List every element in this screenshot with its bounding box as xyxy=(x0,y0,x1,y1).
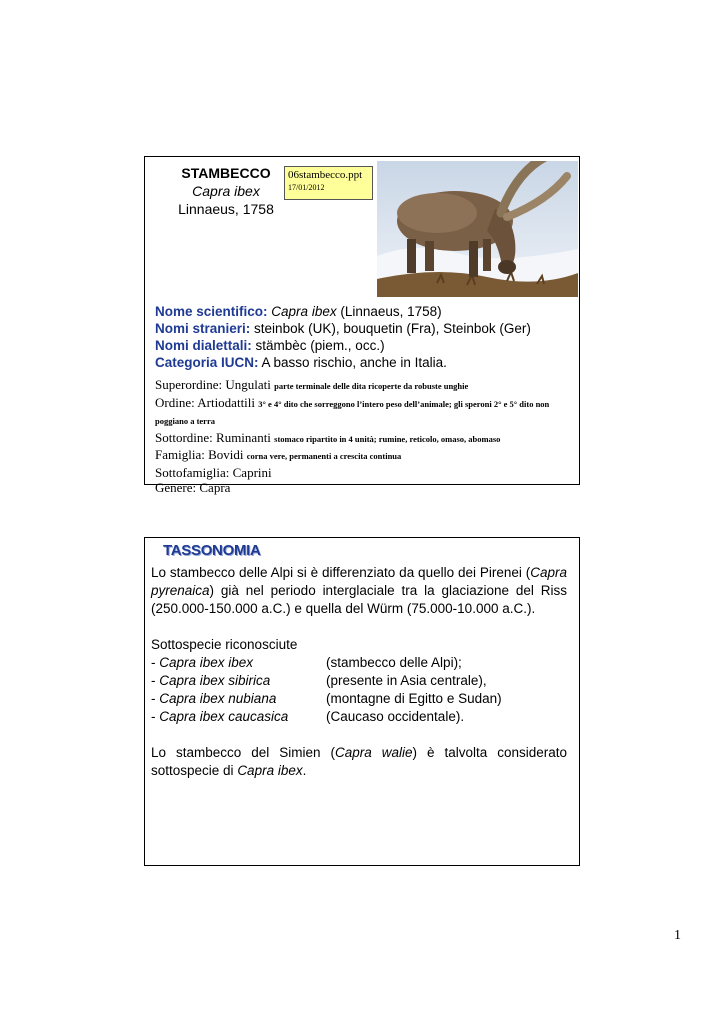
subspecies-row xyxy=(151,690,567,708)
subspecies-row xyxy=(151,654,567,672)
species-author: Linnaeus, 1758 xyxy=(178,201,274,217)
subspecies-list xyxy=(151,654,567,726)
iucn-value: A basso rischio, anche in Italia. xyxy=(261,355,447,370)
subspecies-title: Sottospecie riconosciute xyxy=(151,637,298,652)
p1-text-a: Lo stambecco delle Alpi si è differenziato da quello dei Pirenei ( xyxy=(151,565,531,580)
taxo-sottordine-note: stomaco ripartito in 4 unità; rumine, reticolo, omaso, abomaso xyxy=(274,433,501,444)
slide-tassonomia xyxy=(144,537,580,866)
taxo-genere: Genere: Capra xyxy=(155,480,231,495)
subspecies-name: - Capra ibex ibex xyxy=(151,655,254,670)
page-number: 1 xyxy=(674,928,681,943)
taxo-sottofamiglia: Sottofamiglia: Caprini xyxy=(155,464,272,480)
foreign-names-label: Nomi stranieri: xyxy=(155,321,251,336)
paragraph-simien xyxy=(151,744,567,780)
foreign-names-value: steinbok (UK), bouquetin (Fra), Steinbok (Ger) xyxy=(254,321,531,336)
p3-species-ibex: Capra ibex xyxy=(237,763,303,778)
taxonomy-text xyxy=(151,564,567,780)
iucn-row xyxy=(155,354,575,371)
subspecies-desc: (montagne di Egitto e Sudan) xyxy=(326,691,502,706)
taxo-superordine-note: parte terminale delle dita ricoperte da robuste unghie xyxy=(274,381,469,391)
taxo-ordine-note: 3° e 4° dito che sorreggono l’intero peso dell’animale; gli speroni 2° e 5° dito non poggiano a terra xyxy=(155,398,550,426)
taxo-famiglia-note: corna vere, permanenti a crescita continua xyxy=(246,451,402,461)
taxonomy-list xyxy=(155,377,575,496)
taxo-sottordine-label: Sottordine: Ruminanti xyxy=(155,429,271,445)
file-note xyxy=(284,166,373,200)
dialect-names-label: Nomi dialettali: xyxy=(155,338,252,353)
paragraph-origin xyxy=(151,564,567,618)
p3-text-b: ) è talvolta considerato sottospecie di xyxy=(151,745,567,778)
taxo-ordine-label: Ordine: Artiodattili xyxy=(155,394,256,410)
taxo-famiglia xyxy=(155,447,575,465)
subspecies-desc: (Caucaso occidentale). xyxy=(326,709,465,724)
p1-text-b: ) già nel periodo interglaciale tra la glaciazione del Riss (250.000-150.000 a.C.) e quella del Würm (75.000-10.000 a.C.). xyxy=(151,583,567,616)
file-name: 06stambecco.ppt xyxy=(288,169,363,181)
taxo-superordine-label: Superordine: Ungulati xyxy=(155,377,271,392)
subspecies-name: - Capra ibex sibirica xyxy=(151,673,271,688)
subspecies-row xyxy=(151,708,567,726)
title-block xyxy=(171,164,281,218)
subspecies-row xyxy=(151,672,567,690)
p3-text-a: Lo stambecco del Simien ( xyxy=(151,745,335,760)
section-heading: TASSONOMIA xyxy=(163,542,261,559)
scientific-name-label: Nome scientifico: xyxy=(155,304,268,319)
subspecies-desc: (presente in Asia centrale), xyxy=(326,673,487,688)
scientific-name-author: (Linnaeus, 1758) xyxy=(340,304,442,319)
taxo-ordine xyxy=(155,395,575,430)
foreign-names-row xyxy=(155,320,575,337)
p3-text-c: . xyxy=(302,763,307,778)
subspecies-desc: (stambecco delle Alpi); xyxy=(326,655,462,670)
slide-stambecco xyxy=(144,156,580,495)
ibex-illustration xyxy=(377,161,578,297)
slide-title: STAMBECCO xyxy=(181,165,271,181)
file-date: 17/01/2012 xyxy=(288,183,325,192)
species-info xyxy=(155,303,575,371)
ibex-photo xyxy=(377,161,578,297)
subspecies-name: - Capra ibex caucasica xyxy=(151,709,289,724)
subspecies-name: - Capra ibex nubiana xyxy=(151,691,277,706)
scientific-name-value: Capra ibex xyxy=(271,304,337,319)
scientific-name: Capra ibex xyxy=(192,183,260,199)
scientific-name-row xyxy=(155,303,575,320)
iucn-label: Categoria IUCN: xyxy=(155,355,259,370)
p3-species-walie: Capra walie xyxy=(334,745,413,760)
dialect-names-value: stämbèc (piem., occ.) xyxy=(255,338,385,353)
taxo-famiglia-label: Famiglia: Bovidi xyxy=(155,447,244,462)
dialect-names-row xyxy=(155,337,575,354)
p1-species: Capra pyrenaica xyxy=(151,565,567,598)
taxo-superordine xyxy=(155,377,575,395)
taxo-sottordine xyxy=(155,430,575,448)
